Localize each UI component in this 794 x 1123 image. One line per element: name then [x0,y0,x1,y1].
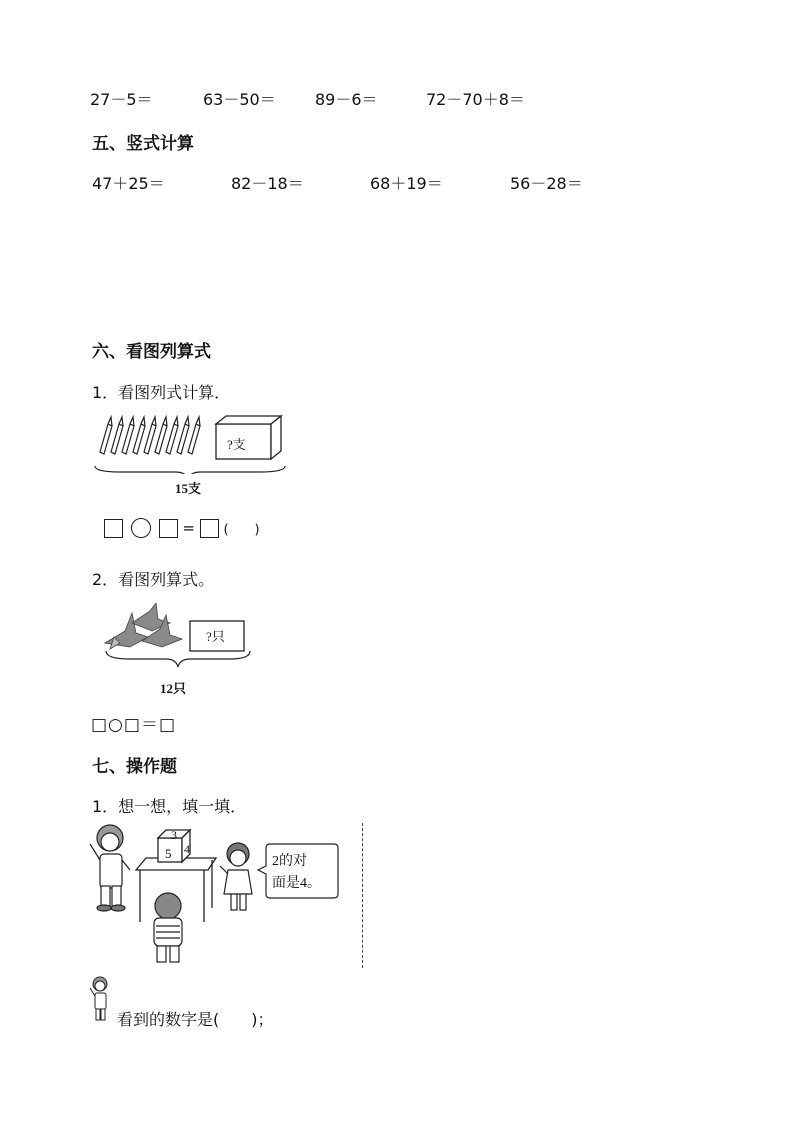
paper-cranes [105,603,182,649]
vertical-problem-1: 47＋25＝ [92,174,165,193]
brace [95,466,285,474]
problem-63-50: 63－50＝ [203,90,276,109]
pencil-box-label: ?支 [227,437,246,452]
equals-sign: = [182,519,195,537]
pencil-box [216,416,281,459]
vertical-problem-3: 68＋19＝ [370,174,443,193]
crane-total: 12只 [160,681,187,696]
unit-paren: ( ) [223,522,260,538]
cube-top-number: 3 [171,828,177,842]
problem-72-70-8: 72－70＋8＝ [426,90,525,109]
crane-box-label: ?只 [206,629,225,644]
pencil-total: 15支 [175,481,202,496]
answer-box-1[interactable] [104,519,123,538]
section7-title: 七、操作题 [92,757,177,777]
cube-right-number: 4 [184,842,190,856]
front-child-figure [154,893,182,962]
section5-title: 五、竖式计算 [92,134,194,154]
pencil-bundle [100,417,200,454]
q1-equation [104,518,260,538]
right-girl-figure [220,843,252,910]
small-child-icon [88,976,114,1024]
speech-line-2: 面是4。 [272,876,321,891]
left-child-figure [90,825,130,911]
cranes-illustration [100,603,260,683]
q1-label: 1．看图列式计算． [92,383,231,402]
brace [106,651,250,667]
section6-title: 六、看图列算式 [92,342,211,362]
answer-box-2[interactable] [159,519,178,538]
problem-27-5: 27－5＝ [90,90,153,109]
vertical-problem-2: 82－18＝ [231,174,304,193]
pencils-illustration [90,414,290,474]
operator-circle[interactable] [131,518,151,538]
s7-q1-label: 1．想一想，填一填． [92,797,247,816]
dashed-divider [362,823,363,968]
cube-scene-illustration [88,822,348,972]
vertical-problem-4: 56－28＝ [510,174,583,193]
problem-89-6: 89－6＝ [315,90,378,109]
cube-front-number: 5 [165,846,172,861]
q2-equation[interactable]: □○□＝□ [91,715,177,735]
answer-prompt[interactable]: 看到的数字是( )； [117,1010,274,1029]
answer-box-3[interactable] [200,519,219,538]
speech-line-1: 2的对 [272,854,307,869]
q2-label: 2．看图列算式。 [92,570,215,589]
